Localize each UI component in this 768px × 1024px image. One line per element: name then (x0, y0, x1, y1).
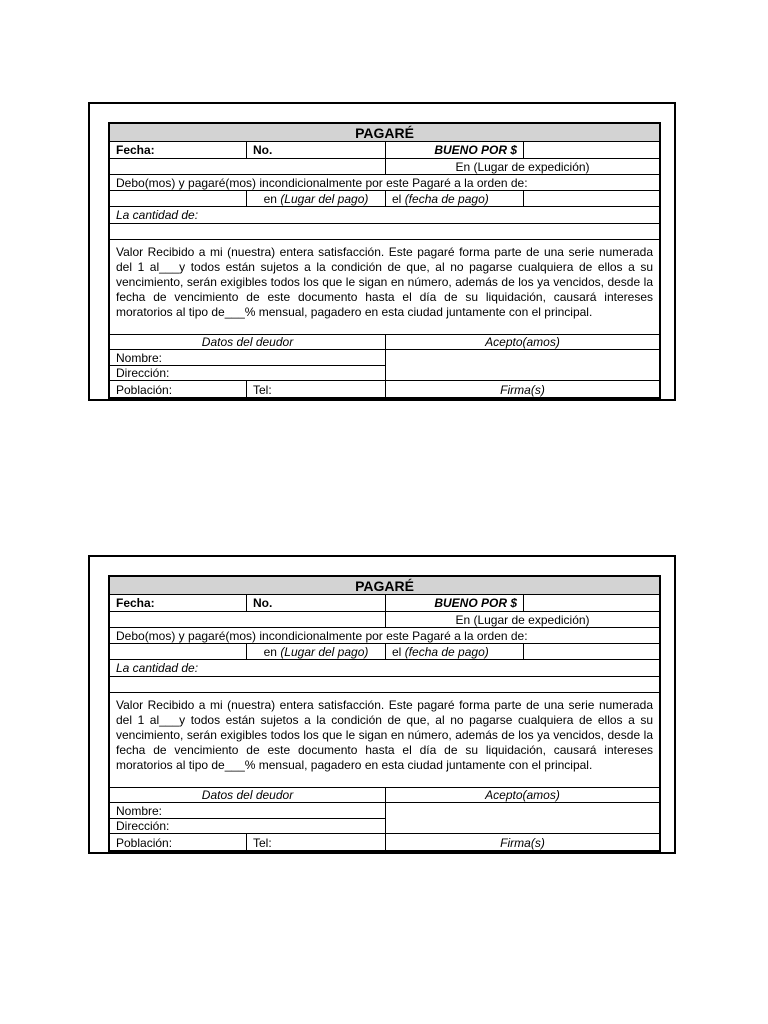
cantidad-field[interactable] (110, 677, 659, 693)
fecha-label: Fecha: (110, 595, 247, 612)
pagare-table (108, 122, 661, 399)
fecha-pago (386, 644, 524, 660)
signature-area[interactable] (386, 803, 659, 834)
acepto-header: Acepto(amos) (386, 335, 659, 350)
lugar-pago (247, 644, 386, 660)
pagare-form-2 (88, 555, 676, 854)
direccion-label: Dirección: (110, 366, 386, 381)
lugar-pago-label: (Lugar del pago) (280, 644, 369, 659)
datos-deudor-header: Datos del deudor (110, 335, 386, 350)
poblacion-label: Población: (110, 381, 247, 398)
tel-label: Tel: (247, 834, 386, 851)
lugar-expedicion: En (Lugar de expedición) (386, 612, 659, 628)
en-prefix: en (263, 191, 281, 206)
cantidad-field[interactable] (110, 224, 659, 240)
poblacion-label: Población: (110, 834, 247, 851)
bueno-por-label: BUENO POR $ (386, 142, 524, 159)
el-prefix: el (392, 191, 405, 206)
fecha-label: Fecha: (110, 142, 247, 159)
datos-deudor-header: Datos del deudor (110, 788, 386, 803)
no-label: No. (247, 595, 386, 612)
pago-field[interactable] (524, 191, 659, 207)
signature-area[interactable] (386, 350, 659, 381)
bueno-por-field[interactable] (524, 595, 659, 612)
blank-cell (110, 612, 386, 628)
el-prefix: el (392, 644, 405, 659)
pagare-title: PAGARÉ (110, 124, 659, 142)
lugar-pago (247, 191, 386, 207)
en-prefix: en (263, 644, 281, 659)
tel-label: Tel: (247, 381, 386, 398)
orden-field[interactable] (110, 191, 247, 207)
debo-text: Debo(mos) y pagaré(mos) incondicionalmente por este Pagaré a la orden de: (110, 628, 659, 644)
firmas-label: Firma(s) (500, 835, 545, 850)
cantidad-label: La cantidad de: (110, 660, 659, 677)
nombre-label: Nombre: (110, 350, 386, 366)
pagare-form-1 (88, 102, 676, 401)
lugar-pago-label: (Lugar del pago) (280, 191, 369, 206)
fecha-pago (386, 191, 524, 207)
debo-text: Debo(mos) y pagaré(mos) incondicionalmente por este Pagaré a la orden de: (110, 175, 659, 191)
firmas-label: Firma(s) (500, 382, 545, 397)
blank-cell (110, 159, 386, 175)
fecha-pago-label: (fecha de pago) (404, 644, 489, 659)
fecha-pago-label: (fecha de pago) (404, 191, 489, 206)
orden-field[interactable] (110, 644, 247, 660)
bueno-por-label: BUENO POR $ (386, 595, 524, 612)
valor-recibido-text: Valor Recibido a mi (nuestra) entera satisfacción. Este pagaré forma parte de una serie numerada del 1 al___y todos están sujetos a la condición de que, al no pagarse cualquiera de ellos a su vencimiento, serán exigibles todos los que le sigan en número, además de los ya vencidos, desde la fecha de vencimiento de este documento hasta el día de su liquidación, causará intereses moratorios al tipo de___% mensual, pagadero en esta ciudad juntamente con el principal. (110, 240, 659, 335)
valor-recibido-text: Valor Recibido a mi (nuestra) entera satisfacción. Este pagaré forma parte de una serie numerada del 1 al___y todos están sujetos a la condición de que, al no pagarse cualquiera de ellos a su vencimiento, serán exigibles todos los que le sigan en número, además de los ya vencidos, desde la fecha de vencimiento de este documento hasta el día de su liquidación, causará intereses moratorios al tipo de___% mensual, pagadero en esta ciudad juntamente con el principal. (110, 693, 659, 788)
acepto-header: Acepto(amos) (386, 788, 659, 803)
pagare-title: PAGARÉ (110, 577, 659, 595)
nombre-label: Nombre: (110, 803, 386, 819)
bueno-por-field[interactable] (524, 142, 659, 159)
lugar-expedicion: En (Lugar de expedición) (386, 159, 659, 175)
direccion-label: Dirección: (110, 819, 386, 834)
no-label: No. (247, 142, 386, 159)
pago-field[interactable] (524, 644, 659, 660)
cantidad-label: La cantidad de: (110, 207, 659, 224)
pagare-table (108, 575, 661, 852)
